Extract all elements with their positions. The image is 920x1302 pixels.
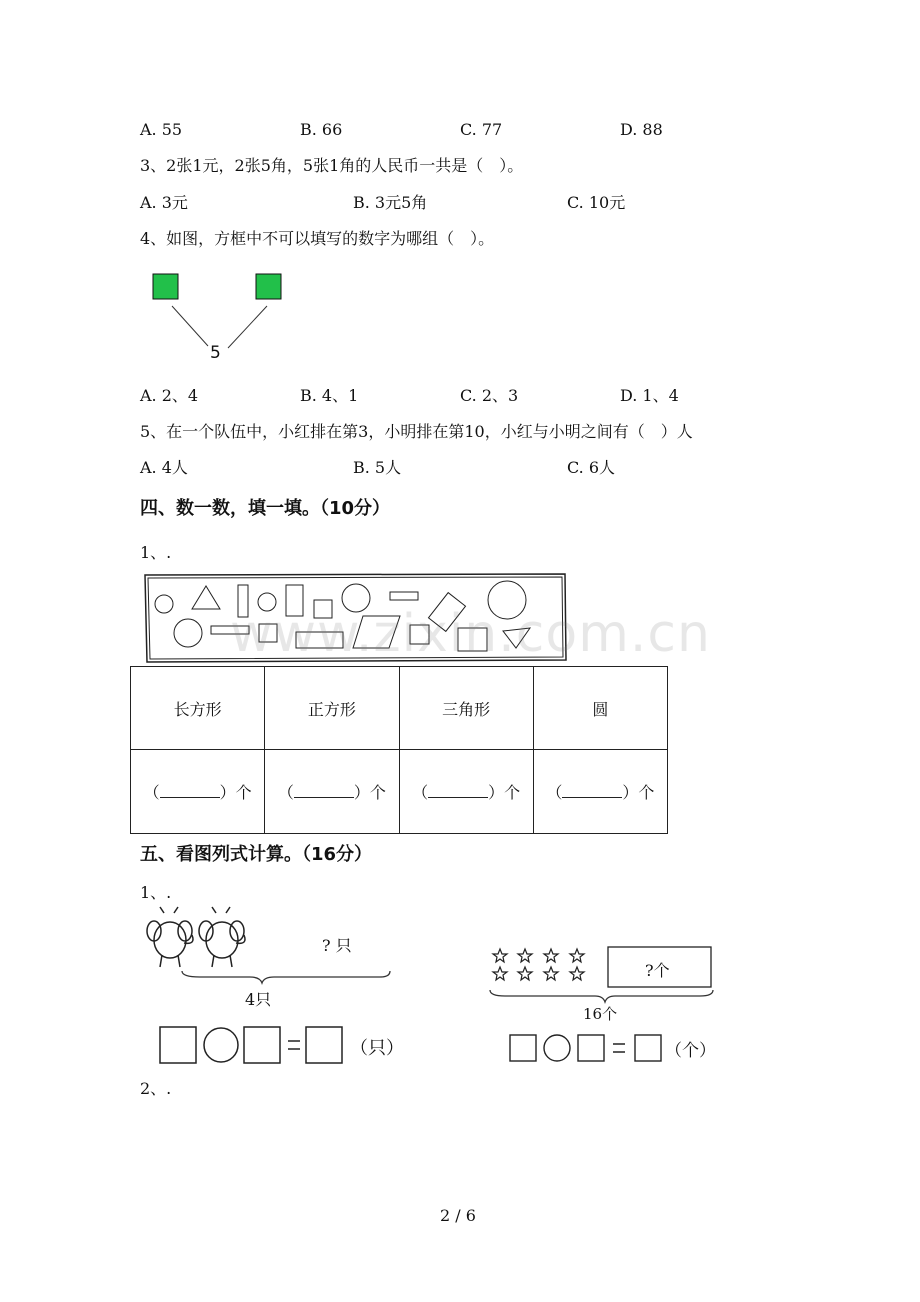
cell-close-text: ）个	[622, 783, 655, 802]
brace-line	[182, 971, 390, 983]
answer-cell-square[interactable]	[265, 750, 399, 834]
cell-open-paren: （	[546, 783, 563, 802]
q3-option-b: B. 3元5角	[353, 193, 428, 212]
stars-group	[493, 949, 584, 980]
q3-stem: 3、2张1元，2张5角，5张1角的人民币一共是（ ）。	[140, 156, 524, 175]
section5-item1: 1、.	[140, 883, 172, 902]
elephants-unit-label: （只）	[350, 1038, 404, 1059]
q5-option-c: C. 6人	[567, 458, 616, 477]
header-circle: 圆	[533, 667, 667, 750]
header-rectangle: 长方形	[131, 667, 265, 750]
triangle-shape	[192, 586, 220, 609]
cell-close-text: ）个	[219, 783, 252, 802]
answer-box	[578, 1035, 604, 1061]
answer-cell-circle[interactable]	[533, 750, 667, 834]
answer-box	[160, 1027, 196, 1063]
right-branch-line	[228, 306, 267, 348]
left-green-box	[153, 274, 178, 299]
q2-option-a: A. 55	[140, 120, 183, 139]
q3-option-a: A. 3元	[140, 193, 188, 212]
answer-cell-triangle[interactable]	[399, 750, 533, 834]
equals-sign	[613, 1044, 625, 1052]
answer-blank[interactable]	[562, 783, 622, 798]
star-icon	[493, 967, 507, 980]
star-icon	[544, 967, 558, 980]
answer-blank[interactable]	[160, 783, 220, 798]
section4-heading: 四、数一数，填一填。（10分）	[140, 498, 391, 519]
stars-total-label: 16个	[583, 1005, 618, 1023]
right-green-box	[256, 274, 281, 299]
cell-close-text: ）个	[353, 783, 386, 802]
answer-blank[interactable]	[428, 783, 488, 798]
shape-count-table	[130, 666, 668, 834]
equals-sign	[288, 1041, 300, 1049]
section4-item1: 1、.	[140, 543, 172, 562]
q4-option-c: C. 2、3	[460, 386, 519, 405]
star-icon	[518, 967, 532, 980]
answer-blank[interactable]	[294, 783, 354, 798]
elephants-total-label: 4只	[245, 990, 272, 1009]
header-triangle: 三角形	[399, 667, 533, 750]
section5-item2: 2、.	[140, 1079, 172, 1098]
header-square: 正方形	[265, 667, 399, 750]
q4-option-a: A. 2、4	[140, 386, 199, 405]
q2-option-b: B. 66	[300, 120, 343, 139]
elephant-icon	[147, 907, 193, 967]
watermark-text: www.zixin.com.cn	[230, 604, 711, 664]
cell-open-paren: （	[412, 783, 429, 802]
cell-open-paren: （	[277, 783, 294, 802]
left-branch-line	[172, 306, 208, 346]
answer-box	[510, 1035, 536, 1061]
q2-option-d: D. 88	[620, 120, 663, 139]
q4-option-d: D. 1、4	[620, 386, 679, 405]
q5-stem: 5、在一个队伍中，小红排在第3，小明排在第10，小红与小明之间有（ ）人	[140, 422, 693, 441]
circle-shape	[155, 595, 173, 613]
answer-box	[244, 1027, 280, 1063]
star-icon	[570, 949, 584, 962]
operator-circle	[204, 1028, 238, 1062]
cell-close-text: ）个	[488, 783, 521, 802]
operator-circle	[544, 1035, 570, 1061]
section5-heading: 五、看图列式计算。（16分）	[140, 844, 373, 865]
star-icon	[518, 949, 532, 962]
stars-question-label: ?个	[645, 961, 670, 980]
q5-option-b: B. 5人	[353, 458, 402, 477]
cell-open-paren: （	[143, 783, 160, 802]
page-number: 2 / 6	[440, 1206, 476, 1225]
q3-option-c: C. 10元	[567, 193, 626, 212]
rectangle-shape	[390, 592, 418, 600]
circle-shape	[174, 619, 202, 647]
q4-option-b: B. 4、1	[300, 386, 359, 405]
answer-box	[306, 1027, 342, 1063]
answer-box	[635, 1035, 661, 1061]
stars-unit-label: （个）	[665, 1041, 716, 1061]
star-icon	[493, 949, 507, 962]
elephants-question-label: ? 只	[322, 936, 352, 955]
q5-option-a: A. 4人	[140, 458, 188, 477]
brace-line	[490, 990, 713, 1002]
q2-option-c: C. 77	[460, 120, 503, 139]
q4-stem: 4、如图，方框中不可以填写的数字为哪组（ ）。	[140, 229, 495, 248]
answer-cell-rectangle[interactable]	[131, 750, 265, 834]
elephant-icon	[199, 907, 245, 967]
star-icon	[570, 967, 584, 980]
star-icon	[544, 949, 558, 962]
q4-figure-number: 5	[210, 343, 221, 363]
